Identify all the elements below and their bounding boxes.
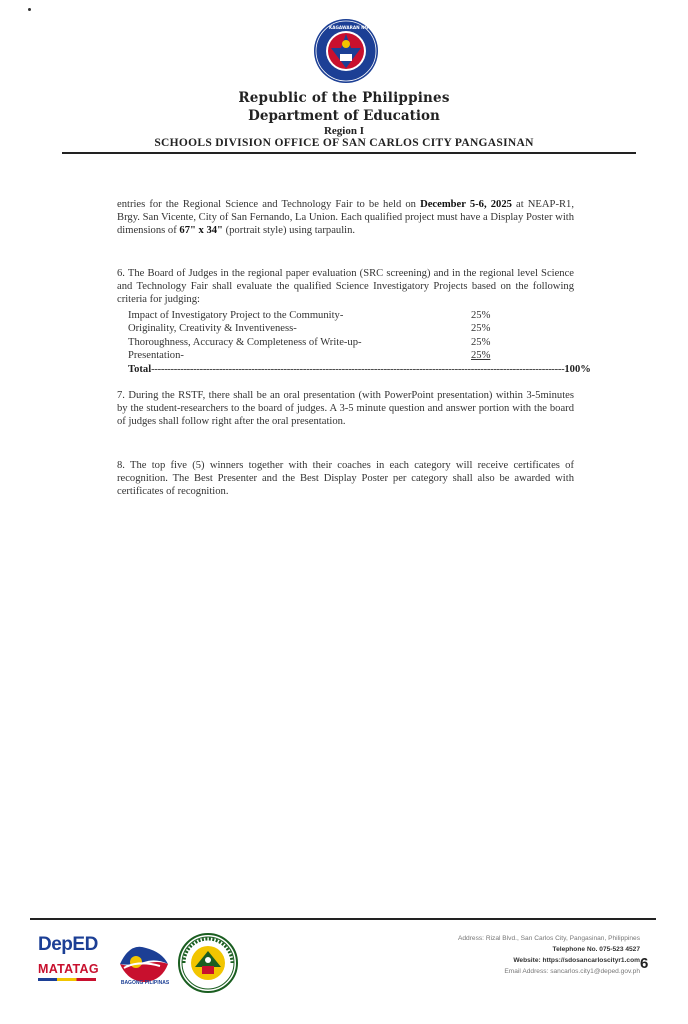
criterion-percent: 25% [471, 323, 491, 334]
p1-text-c: (portrait style) using tarpaulin. [222, 225, 356, 236]
matatag-bar [38, 978, 96, 981]
paragraph-6: 6. The Board of Judges in the regional paper evaluation (SRC screening) and in the regional level Science and Technology Fair shall evaluate the qualified Science Investigatory Projects based on the following criteria for judging: [117, 268, 574, 305]
deped-logo-text: DepED [38, 934, 98, 955]
footer-email[interactable]: Email Address: sancarlos.city1@deped.gov.ph [504, 968, 640, 975]
total-leader [151, 363, 564, 376]
total-row [128, 363, 591, 376]
p1-text-a: entries for the Regional Science and Technology Fair to be held on [117, 199, 421, 210]
footer-website[interactable]: Website: https://sdosancarloscityr1.com [513, 957, 640, 964]
paragraph-7: 7. During the RSTF, there shall be an oral presentation (with PowerPoint presentation) within 3-5minutes by the student-researchers to the board of judges. A 3-5 minute question and answer portion with the board of judges shall follow right after the oral presentation. [117, 390, 574, 427]
total-percent: 100% [564, 364, 591, 375]
total-label: Total [128, 364, 152, 375]
criterion-percent: 25% [471, 310, 491, 321]
sdo-seal-icon [178, 933, 238, 993]
bagong-pilipinas-caption: BAGONG PILIPINAS [120, 980, 170, 986]
deped-matatag-logo [38, 934, 102, 992]
matatag-text: MATATAG [38, 962, 99, 976]
paragraph-continuation [117, 198, 574, 237]
p1-text-b: at NEAP-R1, Brgy. San Vicente, City of San Fernando, La Union. Each qualified project must have a Display Poster with dimensions of [117, 199, 574, 236]
criterion-percent: 25% [471, 337, 491, 348]
criterion-label: Originality, Creativity & Inventiveness- [128, 323, 297, 334]
footer-telephone: Telephone No. 075-523 4527 [552, 946, 640, 953]
criterion-label: Thoroughness, Accuracy & Completeness of Write-up- [128, 337, 362, 348]
division-heading: SCHOOLS DIVISION OFFICE OF SAN CARLOS CITY PANGASINAN [154, 137, 534, 149]
footer-address: Address: Rizal Blvd., San Carlos City, Pangasinan, Philippines [457, 935, 640, 942]
paragraph-8: 8. The top five (5) winners together with their coaches in each category will receive certificates of recognition. The Best Presenter and the Best Display Poster per category shall also be awarded with certificates of recognition. [117, 460, 574, 497]
republic-heading: Republic of the Philippines [238, 90, 450, 106]
region-heading: Region I [323, 125, 365, 137]
p1-date: December 5-6, 2025 [420, 199, 512, 210]
criterion-label: Presentation- [128, 350, 184, 361]
criterion-label: Impact of Investigatory Project to the Community- [128, 310, 344, 321]
deped-seal-icon [313, 18, 399, 84]
svg-text:KAGAWARAN NG EDUKASYON: KAGAWARAN NG EDUKASYON [329, 25, 399, 30]
criterion-percent: 25% [471, 350, 491, 361]
header-rule [62, 152, 636, 154]
footer-rule [30, 918, 656, 920]
p1-dimensions: 67" x 34" [179, 225, 223, 236]
scan-speck [28, 8, 31, 11]
page-number: 6 [640, 955, 649, 972]
department-heading: Department of Education [248, 108, 440, 124]
